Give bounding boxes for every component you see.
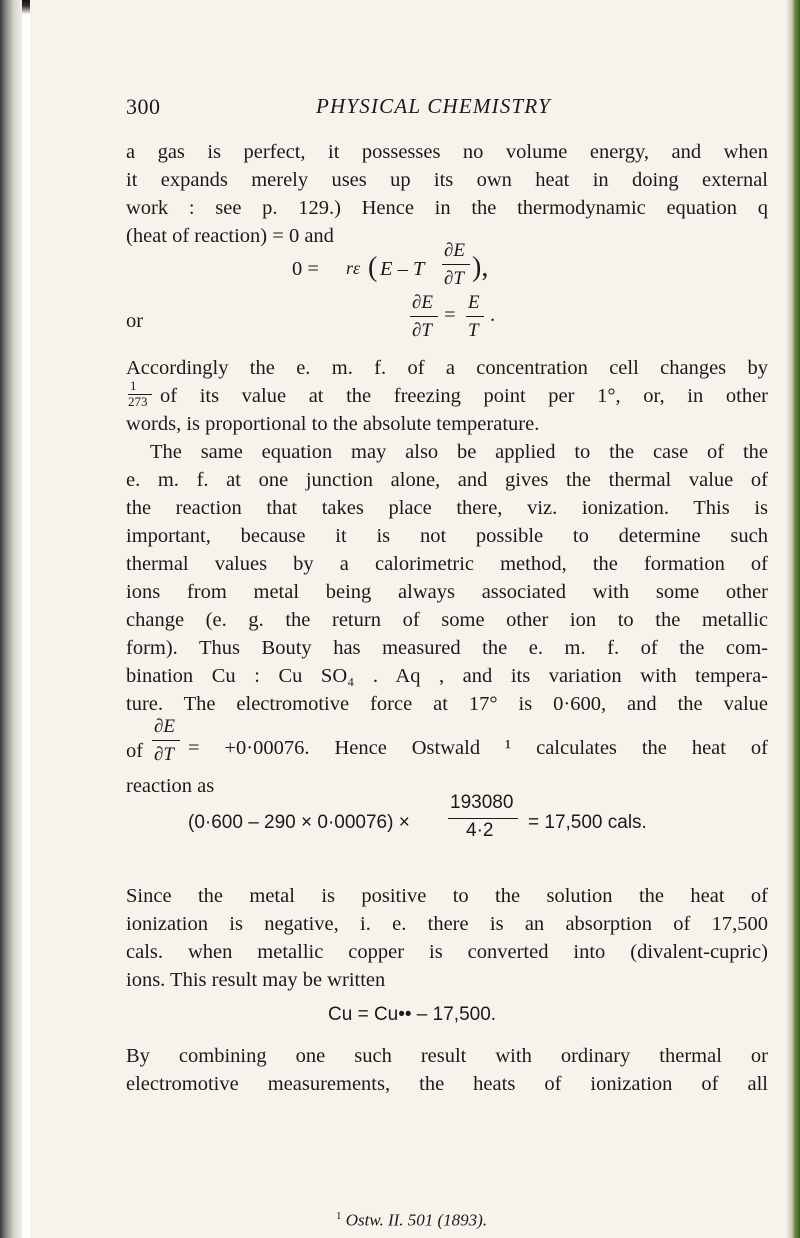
eq4-denominator: 4·2 <box>466 820 494 841</box>
equation-ionization: Cu = Cu•• – 17,500. <box>328 1004 497 1025</box>
eq2-denominator-2: T <box>468 320 479 341</box>
text-line: cals. when metallic copper is converted into (divalent-cupric) <box>126 941 768 963</box>
text-line: ionization is negative, i. e. there is an absorption of 17,500 <box>126 913 768 935</box>
text-line: By combining one such result with ordinary thermal or <box>126 1045 768 1067</box>
eq1-numerator: ∂E <box>444 240 465 261</box>
eq1-paren-open: ( <box>368 252 378 283</box>
eq1-e-minus-t: E – T <box>380 258 425 280</box>
text-line: it expands merely uses up its own heat in doing external <box>126 169 768 191</box>
running-title: PHYSICAL CHEMISTRY <box>316 94 551 118</box>
text-line: form). Thus Bouty has measured the e. m. f. of the com- <box>126 637 768 659</box>
fraction-bar <box>152 740 180 741</box>
book-binding-edge <box>0 0 22 1238</box>
eq4-right: = 17,500 cals. <box>528 812 647 833</box>
eq2-period: . <box>490 304 496 326</box>
text-line: = +0·00076. Hence Ostwald ¹ calculates the heat of <box>188 737 768 759</box>
small-fraction-denominator: 273 <box>128 394 148 409</box>
eq1-lhs: 0 = <box>292 258 319 280</box>
fraction-bar <box>442 264 470 265</box>
footnote <box>336 1210 487 1231</box>
text-line: the reaction that takes place there, viz. ionization. This is <box>126 497 768 519</box>
eq2-denominator-1: ∂T <box>412 320 432 341</box>
text-line: ions from metal being always associated with some other <box>126 581 768 603</box>
eq4-numerator: 193080 <box>450 792 514 813</box>
text-line: important, because it is not possible to determine such <box>126 525 768 547</box>
footnote-text: Ostw. II. 501 (1893). <box>345 1210 488 1230</box>
text-line: thermal values by a calorimetric method, the formation of <box>126 553 768 575</box>
eq3-numerator: ∂E <box>154 716 175 737</box>
eq4-left: (0·600 – 290 × 0·00076) × <box>188 812 410 833</box>
eq2-numerator-2: E <box>468 292 480 313</box>
eq1-paren-close: ), <box>472 252 489 283</box>
text-line: of its value at the freezing point per 1°, or, in other <box>160 385 768 407</box>
page-number: 300 <box>126 94 161 119</box>
book-page <box>30 0 786 1238</box>
small-fraction-numerator: 1 <box>130 378 137 393</box>
or-word: or <box>126 310 144 332</box>
text-line: work : see p. 129.) Hence in the thermodynamic equation q <box>126 197 768 219</box>
text-line: electromotive measurements, the heats of ionization of all <box>126 1073 768 1095</box>
running-header <box>30 94 786 124</box>
text-line: reaction as <box>126 775 215 797</box>
fraction-bar <box>410 316 438 317</box>
text-line: The same equation may also be applied to the case of the <box>150 441 768 463</box>
text-line: Since the metal is positive to the solution the heat of <box>126 885 768 907</box>
text-line: e. m. f. at one junction alone, and gives the thermal value of <box>126 469 768 491</box>
fraction-bar <box>466 316 484 317</box>
eq2-numerator-1: ∂E <box>412 292 433 313</box>
text-line: Accordingly the e. m. f. of a concentration cell changes by <box>126 357 768 379</box>
eq1-factor: rε <box>346 258 361 278</box>
footnote-mark: 1 <box>336 1210 342 1222</box>
text-line: ions. This result may be written <box>126 969 386 991</box>
text-line: change (e. g. the return of some other ion to the metallic <box>126 609 768 631</box>
eq1-denominator: ∂T <box>444 268 464 289</box>
text-line: ture. The electromotive force at 17° is 0·600, and the value <box>126 693 768 715</box>
page-right-edge <box>786 0 800 1238</box>
text-line: words, is proportional to the absolute temperature. <box>126 413 540 435</box>
text-line: (heat of reaction) = 0 and <box>126 225 334 247</box>
eq3-denominator: ∂T <box>154 744 174 765</box>
text-line: a gas is perfect, it possesses no volume energy, and when <box>126 141 768 163</box>
text-line: bination Cu : Cu SO₄ . Aq , and its variation with tempera- <box>126 665 768 687</box>
eq2-equals: = <box>444 304 456 326</box>
of-word: of <box>126 740 144 762</box>
